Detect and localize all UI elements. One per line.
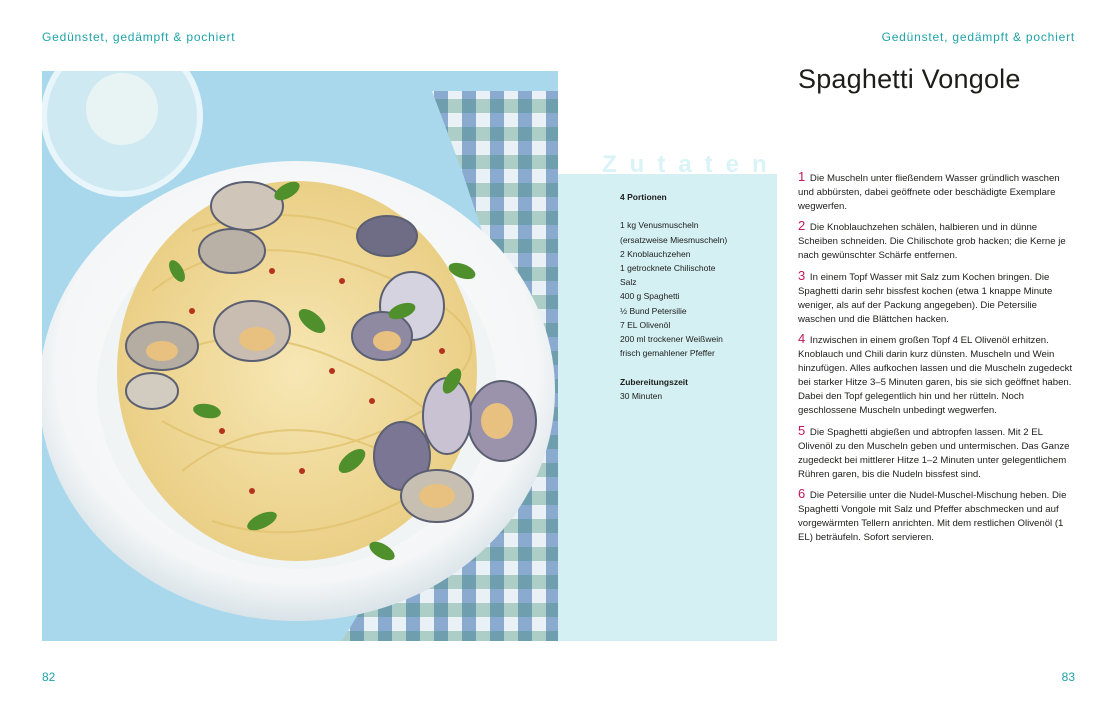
ingredient-item: 2 Knoblauchzehen — [620, 248, 691, 259]
step-number: 1 — [798, 169, 806, 184]
step-2 — [798, 219, 1073, 263]
ingredient-item: Salz — [620, 277, 637, 288]
step-number: 6 — [798, 485, 806, 501]
instructions — [798, 170, 1073, 550]
portions: 4 Portionen — [620, 192, 667, 202]
page-number-left: 82 — [42, 670, 56, 684]
step-text: Inzwischen in einem großen Topf 4 EL Olivenöl erhitzen. Knoblauch und Chili darin kurz dünsten. Muscheln und Wein hinzufügen. Alles aufkochen lassen und die Muscheln zugedeckt bei starker Hitze 3–5 Minuten garen, bis sie sich geöffnet haben. Dabei den Topf gelegentlich hin und her rütteln. Noch geschlossene Muscheln unbedingt wegwerfen. — [798, 334, 1073, 417]
step-number: 4 — [798, 330, 806, 346]
page-number-right: 83 — [1061, 670, 1075, 684]
step-text: Die Muscheln unter fließendem Wasser gründlich waschen und abbürsten, dabei geöffnete oder beschädigte Exemplare wegwerfen. — [798, 173, 1060, 213]
step-number: 3 — [798, 267, 806, 283]
ingredient-item: ½ Bund Petersilie — [620, 305, 687, 316]
step-5 — [798, 424, 1073, 482]
ingredient-item: 200 ml trockener Weißwein — [620, 334, 723, 345]
ingredient-item: 1 kg Venusmuscheln — [620, 220, 699, 231]
ingredient-item: 1 getrocknete Chilischote — [620, 263, 716, 273]
ingredient-item: frisch gemahlener Pfeffer — [620, 348, 715, 359]
ingredient-item: 7 EL Olivenöl — [620, 319, 671, 330]
ingredients-list — [620, 190, 770, 403]
step-4 — [798, 332, 1073, 419]
prep-time-value: 30 Minuten — [620, 390, 663, 401]
ingredient-item: 400 g Spaghetti — [620, 291, 680, 302]
prep-time-label: Zubereitungszeit — [620, 376, 689, 387]
dish-photo — [42, 71, 558, 641]
ingredients-heading: Zutaten — [602, 151, 780, 178]
step-number: 2 — [798, 218, 806, 234]
recipe-title: Spaghetti Vongole — [798, 64, 1021, 94]
ingredient-item: (ersatzweise Miesmuscheln) — [620, 234, 728, 245]
step-3 — [798, 269, 1073, 327]
step-6 — [798, 487, 1073, 545]
step-text: In einem Topf Wasser mit Salz zum Kochen bringen. Die Spaghetti darin sehr bissfest kochen (etwa 1 knappe Minute weniger, als auf der Packung angegeben). Die Petersilie waschen und die Blättchen hacken. — [798, 271, 1053, 325]
step-text: Die Knoblauchzehen schälen, halbieren und in dünne Scheiben schneiden. Die Chilischote grob hacken; die Kerne je nach gewünschter Schärfe entfernen. — [798, 222, 1066, 262]
step-text: Die Petersilie unter die Nudel-Muschel-Mischung heben. Die Spaghetti Vongole mit Salz und Pfeffer abschmecken und auf vorgewärmten Tellern anrichten. Mit dem restlichen Olivenöl (1 EL) beträufeln. Sofort servieren. — [798, 489, 1067, 544]
running-header-left: Gedünstet, gedämpft & pochiert — [42, 30, 236, 44]
step-text: Die Spaghetti abgießen und abtropfen lassen. Mit 2 EL Olivenöl zu den Muscheln geben und untermischen. Das Ganze zugedeckt bei mittlerer Hitze 1–2 Minuten unter gelegentlichem Rühren garen, bis die Nudeln bissfest sind. — [798, 426, 1070, 480]
step-number: 5 — [798, 422, 806, 438]
running-header-right: Gedünstet, gedämpft & pochiert — [881, 30, 1075, 44]
step-1 — [798, 170, 1073, 214]
